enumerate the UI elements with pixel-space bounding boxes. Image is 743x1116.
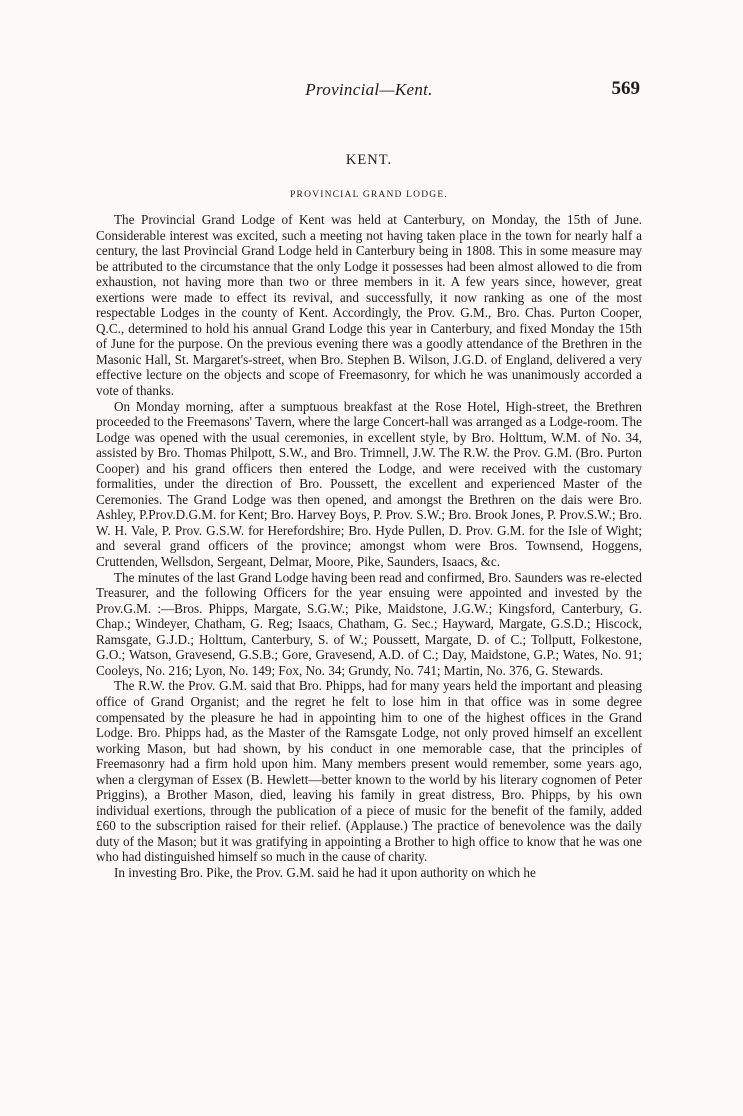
paragraph: The Provincial Grand Lodge of Kent was held at Canterbury, on Monday, the 15th of June. Considerable interest was excited, such a meeting not having taken place in the town for nearly half a century, the last Provincial Grand Lodge held in Canterbury being in 1808. This in some measure may be attributed to the circumstance that the only Lodge it possesses had been almost allowed to die from exhaustion, not having more than two or three members in it. A few years since, however, great exertions were made to effect its revival, and successfully, it now ranking as one of the most respectable Lodges in the county of Kent. Accordingly, the Prov. G.M., Bro. Chas. Purton Cooper, Q.C., determined to hold his annual Grand Lodge this year in Canterbury, and fixed Monday the 15th of June for the purpose. On the previous evening there was a goodly attendance of the Brethren in the Masonic Hall, St. Margaret's-street, when Bro. Stephen B. Wilson, J.G.D. of England, delivered a very effective lecture on the objects and scope of Freemasonry, for which he was unanimously accorded a vote of thanks. [96, 212, 642, 399]
article-body [96, 212, 642, 881]
paragraph: On Monday morning, after a sumptuous breakfast at the Rose Hotel, High-street, the Brethren proceeded to the Freemasons' Tavern, where the large Concert-hall was arranged as a Lodge-room. The Lodge was opened with the usual ceremonies, in excellent style, by Bro. Holttum, W.M. of No. 34, assisted by Bro. Thomas Philpott, S.W., and Bro. Trimnell, J.W. The R.W. the Prov. G.M. (Bro. Purton Cooper) and his grand officers then entered the Lodge, and were received with the customary formalities, under the direction of Bro. Poussett, the excellent and experienced Master of the Ceremonies. The Grand Lodge was then opened, and amongst the Brethren on the dais were Bro. Ashley, P.Prov.D.G.M. for Kent; Bro. Harvey Boys, P. Prov. S.W.; Bro. Brook Jones, P. Prov.S.W.; Bro. W. H. Vale, P. Prov. G.S.W. for Herefordshire; Bro. Hyde Pullen, D. Prov. G.M. for the Isle of Wight; and several grand officers of the province; amongst whom were Bros. Townsend, Hoggens, Cruttenden, Wellsdon, Sergeant, Delmar, Moore, Pike, Saunders, Isaacs, &c. [96, 398, 642, 570]
paragraph: The R.W. the Prov. G.M. said that Bro. Phipps, had for many years held the important and pleasing office of Grand Organist; and the regret he felt to lose him in that office was in some degree compensated by the pleasure he had in appointing him to one of the highest offices in the Grand Lodge. Bro. Phipps had, as the Master of the Ramsgate Lodge, not only proved himself an excellent working Mason, but had shown, by his conduct in one memorable case, that the principles of Freemasonry had a firm hold upon him. Many members present would remember, some years ago, when a clergyman of Essex (B. Hewlett—better known to the world by his literary cognomen of Peter Priggins), a Brother Mason, died, leaving his family in great distress, Bro. Phipps, by his own individual exertions, through the publication of a piece of music for the benefit of the family, added £60 to the subscription raised for their relief. (Applause.) The practice of benevolence was the daily duty of the Mason; but it was gratifying in appointing a Brother to high office to know that he was one who had distinguished himself so much in the cause of charity. [96, 678, 642, 865]
running-title: Provincial—Kent. [305, 80, 433, 99]
paragraph: The minutes of the last Grand Lodge having been read and confirmed, Bro. Saunders was re-elected Treasurer, and the following Officers for the year ensuing were appointed and invested by the Prov.G.M. :—Bros. Phipps, Margate, S.G.W.; Pike, Maidstone, J.G.W.; Kingsford, Canterbury, G. Chap.; Windeyer, Chatham, G. Reg; Isaacs, Chatham, G. Sec.; Hayward, Margate, G.S.D.; Hiscock, Ramsgate, G.J.D.; Holttum, Canterbury, S. of W.; Poussett, Margate, D. of C.; Tollputt, Folkestone, G.O.; Watson, Gravesend, G.S.B.; Gore, Gravesend, A.D. of C.; Day, Maidstone, G.P.; Wates, No. 91; Cooleys, No. 216; Lyon, No. 149; Fox, No. 34; Grundy, No. 741; Martin, No. 376, G. Stewards. [96, 569, 642, 678]
section-title: KENT. [345, 152, 393, 168]
paragraph: In investing Bro. Pike, the Prov. G.M. said he had it upon authority on which he [114, 864, 536, 880]
page-number: 569 [611, 78, 640, 99]
subsection-title: PROVINCIAL GRAND LODGE. [290, 190, 448, 200]
running-head [96, 76, 642, 110]
page [96, 76, 642, 881]
